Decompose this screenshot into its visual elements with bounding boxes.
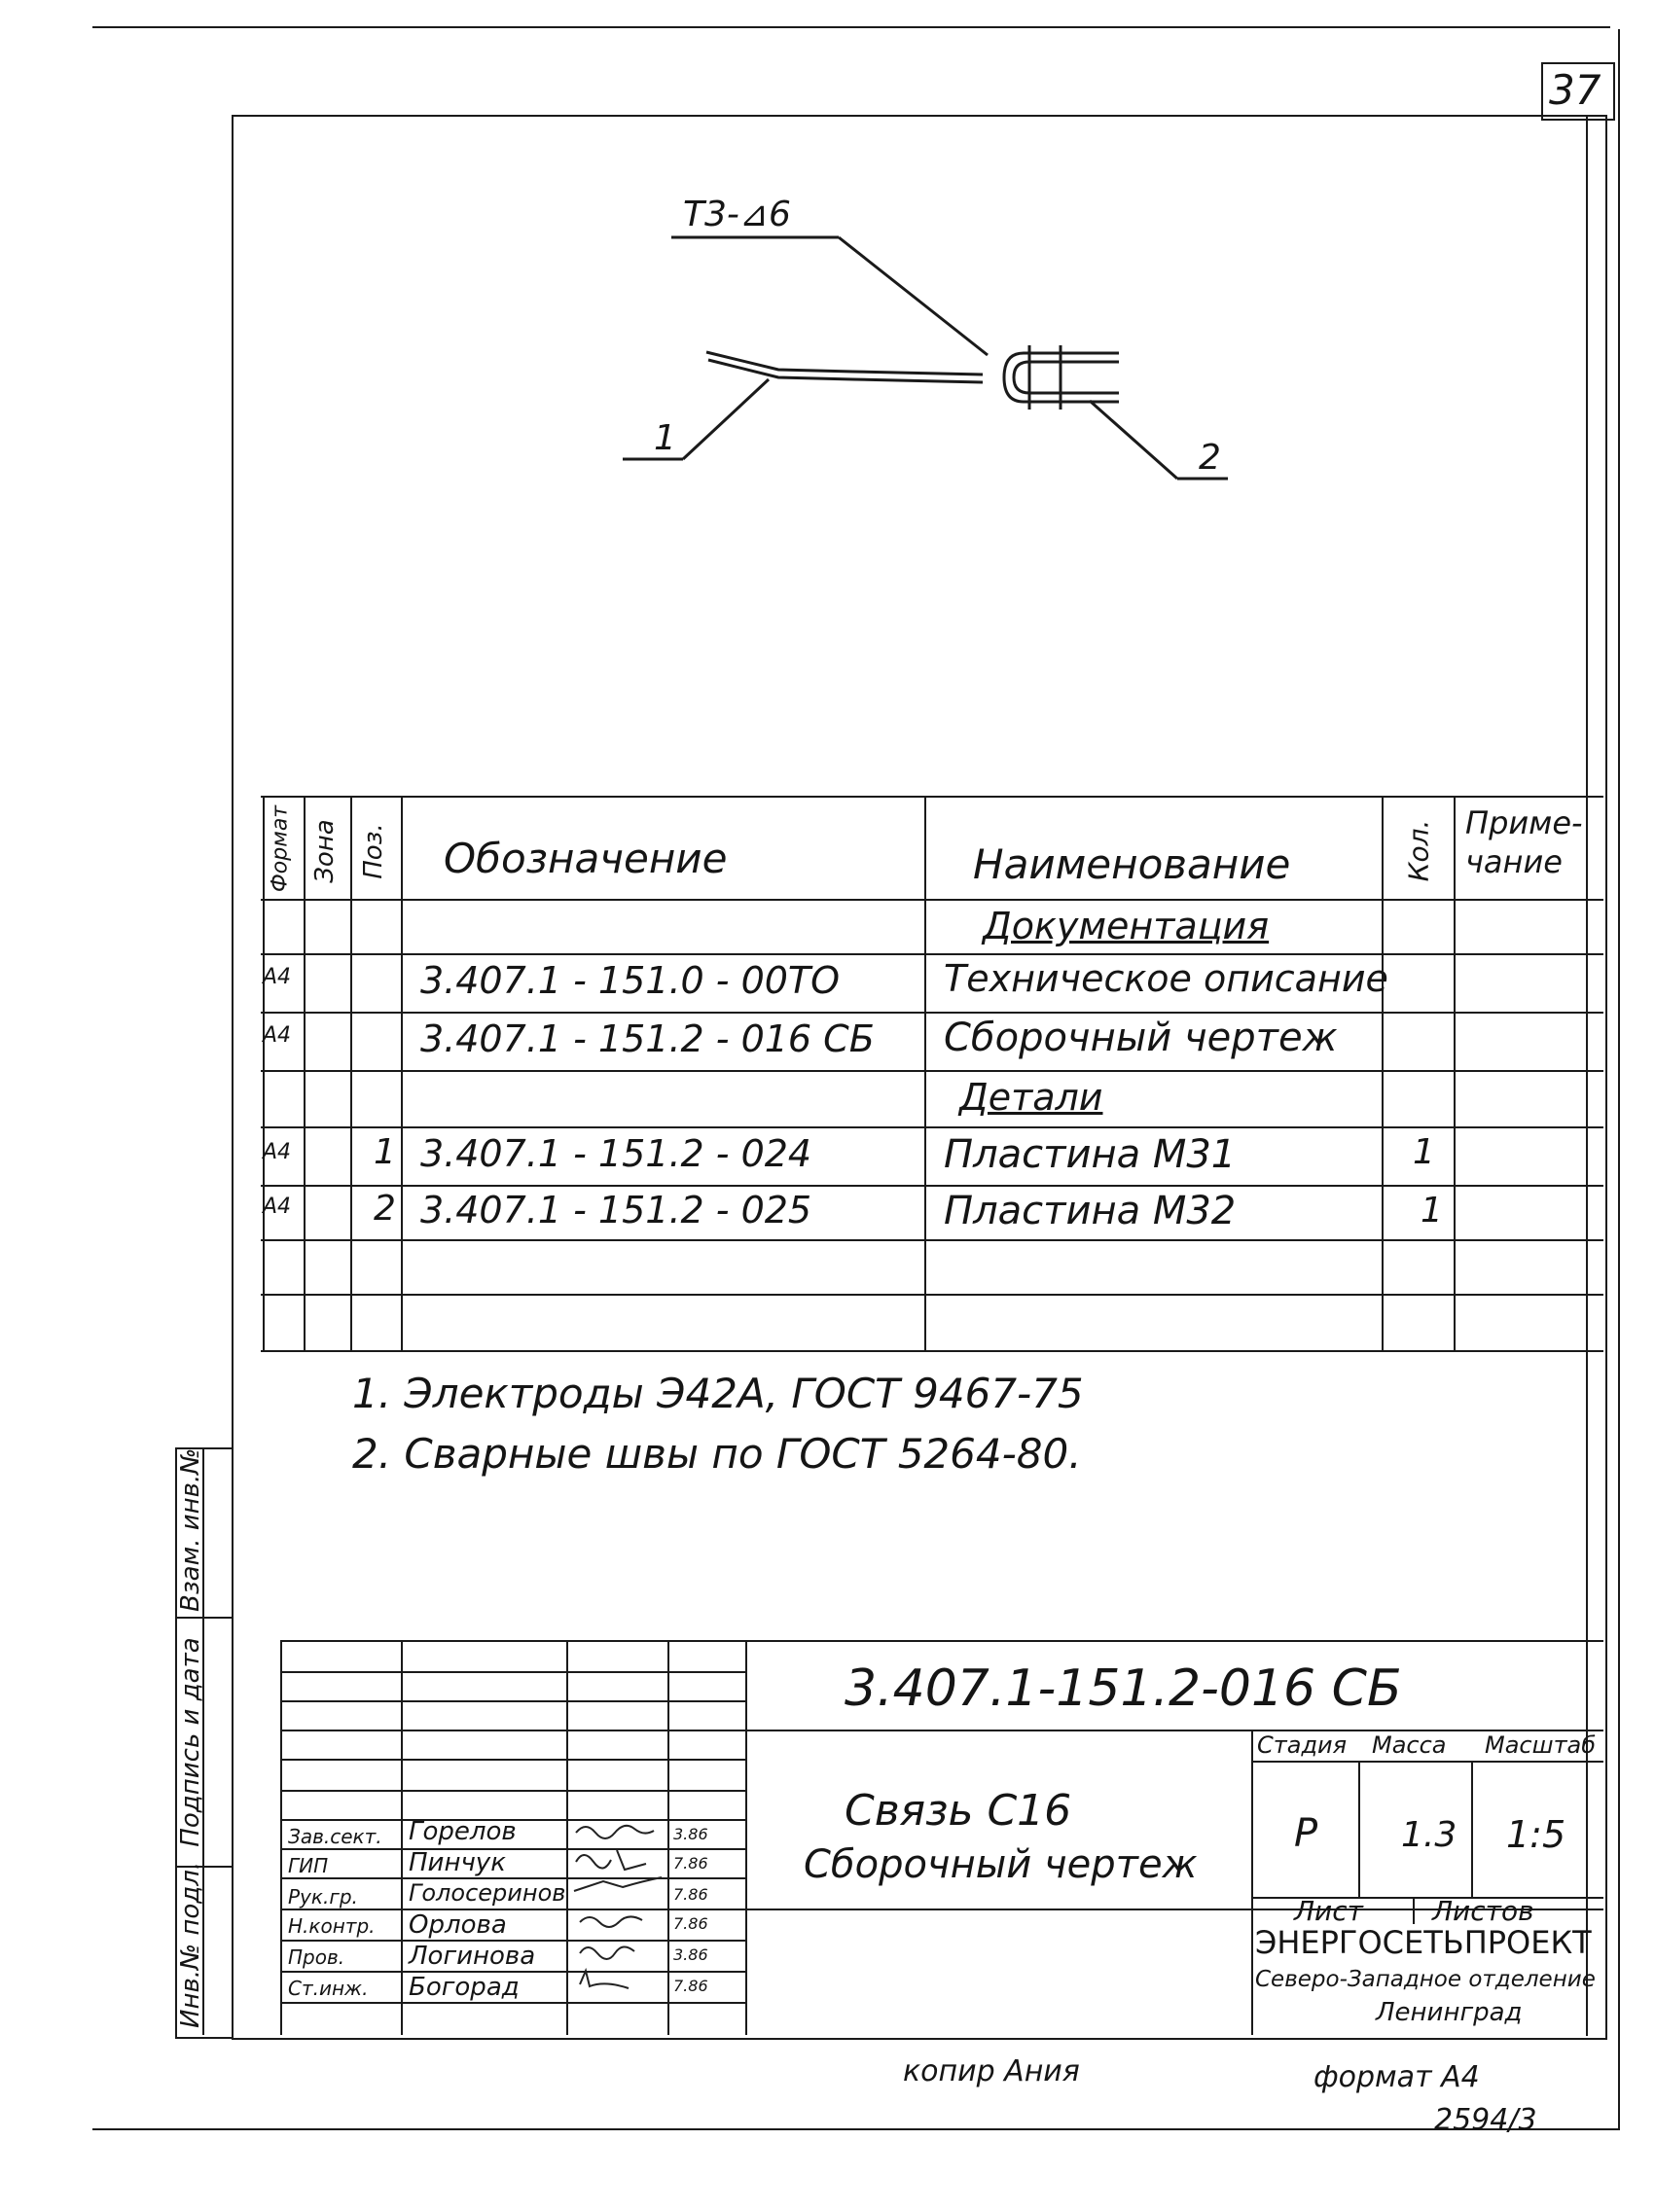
row-designation: 3.407.1 - 151.2 - 025 [420, 1189, 812, 1231]
header-qty: Кол. [1402, 819, 1435, 882]
doc-code: 3.407.1-151.2-016 СБ [845, 1659, 1402, 1718]
row-pos: 2 [374, 1189, 396, 1229]
section-parts: Детали [959, 1076, 1103, 1119]
staff-role: Н.контр. [288, 1914, 376, 1938]
staff-date: 7.86 [673, 1885, 708, 1904]
stage-value: Р [1294, 1811, 1318, 1856]
sheets-label: Листов [1432, 1895, 1534, 1927]
staff-name: Голосеринов [409, 1879, 566, 1907]
row-format: А4 [263, 1023, 292, 1048]
header-format: Формат [268, 804, 293, 893]
header-note: Приме- чание [1465, 804, 1583, 880]
callout-1: 1 [654, 418, 676, 458]
sheet-number: 37 [1549, 66, 1601, 114]
note-2: 2. Сварные швы по ГОСТ 5264-80. [352, 1430, 1082, 1478]
signature-mark [576, 1826, 654, 1838]
row-name: Пластина М31 [944, 1132, 1237, 1177]
staff-name: Горелов [409, 1817, 517, 1846]
staff-role: Зав.сект. [288, 1825, 382, 1848]
row-pos: 1 [374, 1132, 396, 1172]
side-label-signature: Подпись и дата [176, 1637, 205, 1847]
row-name: Техническое описание [944, 957, 1388, 1000]
title-line-1: Связь С16 [845, 1786, 1072, 1836]
staff-name: Богорад [409, 1973, 520, 2002]
row-format: А4 [263, 1140, 292, 1164]
staff-role: Ст.инж. [288, 1977, 369, 2000]
staff-date: 7.86 [673, 1977, 708, 1995]
org-branch: Северо-Западное отделение [1255, 1967, 1596, 1992]
header-name: Наименование [973, 840, 1291, 888]
signature-mark [580, 1971, 629, 1988]
scale-value: 1:5 [1506, 1813, 1566, 1856]
row-format: А4 [263, 1195, 292, 1219]
row-designation: 3.407.1 - 151.2 - 016 СБ [420, 1017, 875, 1060]
note-1: 1. Электроды Э42А, ГОСТ 9467-75 [352, 1370, 1084, 1417]
header-zone: Зона [310, 819, 340, 883]
mass-label: Масса [1372, 1731, 1447, 1759]
weld-note: Т3-⊿6 [683, 195, 791, 234]
stage-label: Стадия [1257, 1731, 1348, 1759]
row-name: Сборочный чертеж [944, 1016, 1338, 1060]
header-pos: Поз. [359, 823, 388, 879]
side-label-interchange: Взам. инв.№ [176, 1447, 205, 1612]
title-line-2: Сборочный чертеж [804, 1842, 1198, 1887]
staff-role: Рук.гр. [288, 1885, 358, 1909]
staff-date: 3.86 [673, 1945, 708, 1964]
row-qty: 1 [1421, 1191, 1443, 1231]
copied-by: копир Ания [903, 2054, 1080, 2088]
staff-date: 3.86 [673, 1825, 708, 1843]
staff-name: Пинчук [409, 1848, 506, 1877]
signature-mark [576, 1850, 646, 1870]
row-name: Пластина М32 [944, 1189, 1237, 1233]
archive-number: 2594/3 [1434, 2103, 1537, 2137]
scale-label: Масштаб [1485, 1731, 1597, 1759]
row-qty: 1 [1413, 1132, 1435, 1172]
side-label-inventory: Инв.№ подл. [176, 1861, 205, 2028]
signature-mark [580, 1916, 642, 1927]
signature-mark [574, 1877, 662, 1891]
org-city: Ленинград [1376, 1998, 1523, 2027]
section-documentation: Документация [983, 905, 1270, 947]
row-format: А4 [263, 965, 292, 989]
staff-date: 7.86 [673, 1854, 708, 1873]
sheet-label: Лист [1294, 1895, 1363, 1927]
mass-value: 1.3 [1401, 1815, 1457, 1855]
staff-name: Орлова [409, 1910, 507, 1940]
row-designation: 3.407.1 - 151.2 - 024 [420, 1132, 812, 1175]
staff-role: ГИП [288, 1854, 329, 1877]
row-designation: 3.407.1 - 151.0 - 00ТО [420, 959, 841, 1002]
staff-role: Пров. [288, 1945, 345, 1969]
signature-mark [580, 1946, 634, 1959]
org-name: ЭНЕРГОСЕТЬПРОЕКТ [1255, 1924, 1592, 1961]
callout-2: 2 [1199, 438, 1221, 478]
staff-date: 7.86 [673, 1914, 708, 1933]
format-label: формат А4 [1313, 2060, 1480, 2094]
staff-name: Логинова [409, 1942, 536, 1971]
header-designation: Обозначение [444, 835, 728, 882]
